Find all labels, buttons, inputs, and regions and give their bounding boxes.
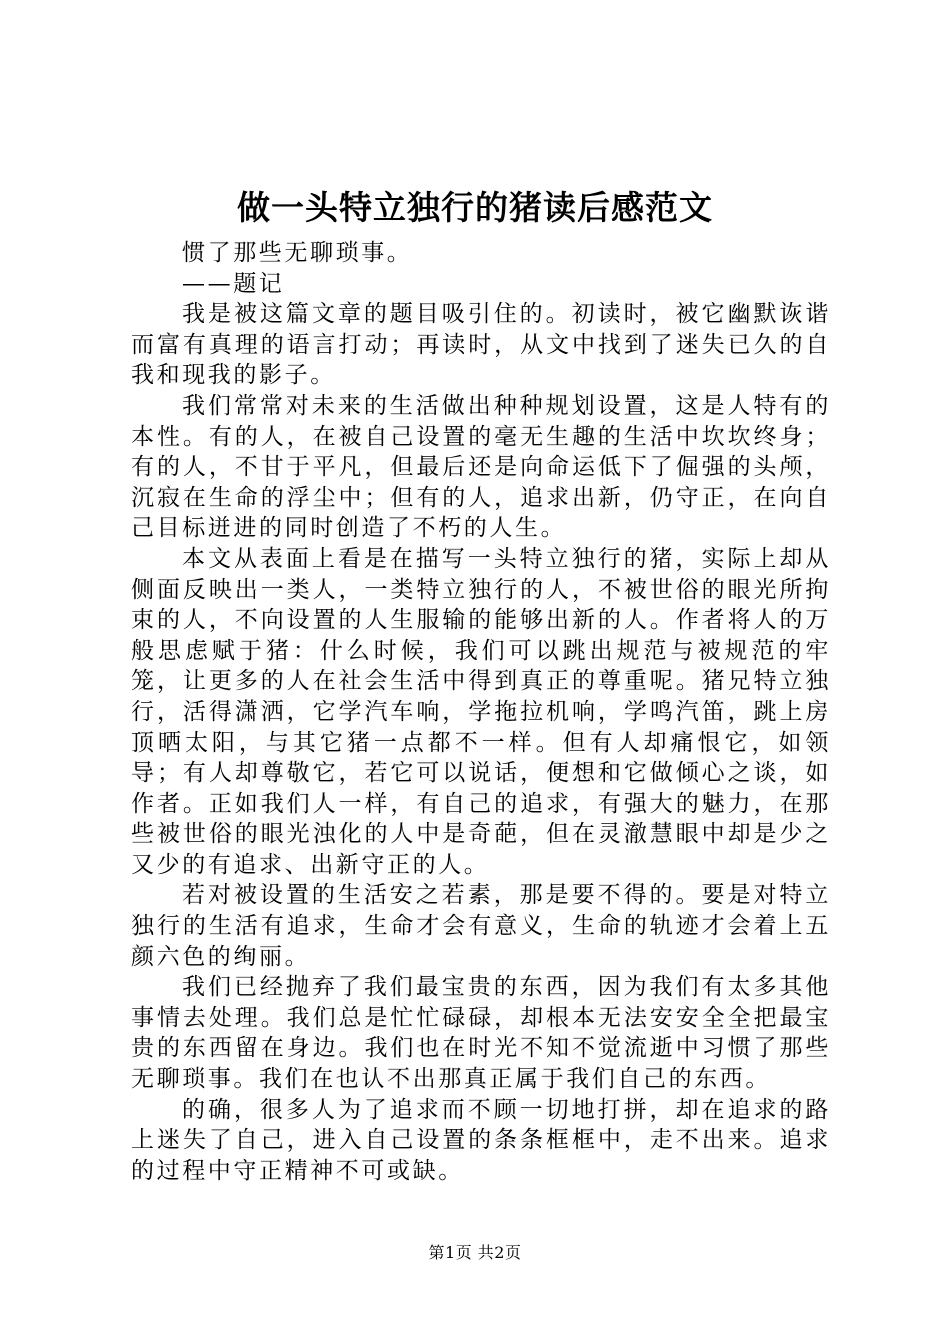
paragraph-3: 本文从表面上看是在描写一头特立独行的猪，实际上却从侧面反映出一类人，一类特立独行的人，不被世俗的眼光所拘束的人，不向设置的人生服输的能够出新的人。作者将人的万般思虑赋于猪：什么时候，我们可以跳出规范与被规范的牢笼，让更多的人在社会生活中得到真正的尊重呢。猪兄特立独行，活得潇洒，它学汽车响，学拖拉机响，学鸣汽笛，跳上房顶晒太阳，与其它猪一点都不一样。但有人却痛恨它，如领导；有人却尊敬它，若它可以说话，便想和它做倾心之谈，如作者。正如我们人一样，有自己的追求，有强大的魅力，在那些被世俗的眼光浊化的人中是奇葩，但在灵澈慧眼中却是少之又少的有追求、出新守正的人。 [131, 545, 831, 878]
page-number-footer: 第1页 共2页 [428, 1243, 522, 1262]
paragraph-1: 我是被这篇文章的题目吸引住的。初读时，被它幽默诙谐而富有真理的语言打动；再读时，从文中找到了迷失已久的自我和现我的影子。 [131, 301, 831, 389]
paragraph-4: 若对被设置的生活安之若素，那是要不得的。要是对特立独行的生活有追求，生命才会有意义，生命的轨迹才会着上五颜六色的绚丽。 [131, 882, 831, 970]
paragraph-epigraph-tail: 惯了那些无聊琐事。 [182, 240, 413, 266]
document-body [131, 238, 831, 1186]
paragraph-epigraph-attribution: ——题记 [182, 270, 285, 297]
document-title: 做一头特立独行的猪读后感范文 [237, 188, 713, 227]
paragraph-5: 我们已经抛弃了我们最宝贵的东西，因为我们有太多其他事情去处理。我们总是忙忙碌碌，却根本无法安安全全把最宝贵的东西留在身边。我们也在时光不知不觉流逝中习惯了那些无聊琐事。我们在也认不出那真正属于我们自己的东西。 [131, 974, 831, 1093]
paragraph-2: 我们常常对未来的生活做出种种规划设置，这是人特有的本性。有的人，在被自己设置的毫无生趣的生活中坎坎终身；有的人，不甘于平凡，但最后还是向命运低下了倔强的头颅，沉寂在生命的浮尘中；但有的人，追求出新，仍守正，在向自己目标迸进的同时创造了不朽的人生。 [131, 392, 831, 542]
paragraph-6: 的确，很多人为了追求而不顾一切地打拼，却在追求的路上迷失了自己，进入自己设置的条条框框中，走不出来。追求的过程中守正精神不可或缺。 [131, 1096, 831, 1184]
